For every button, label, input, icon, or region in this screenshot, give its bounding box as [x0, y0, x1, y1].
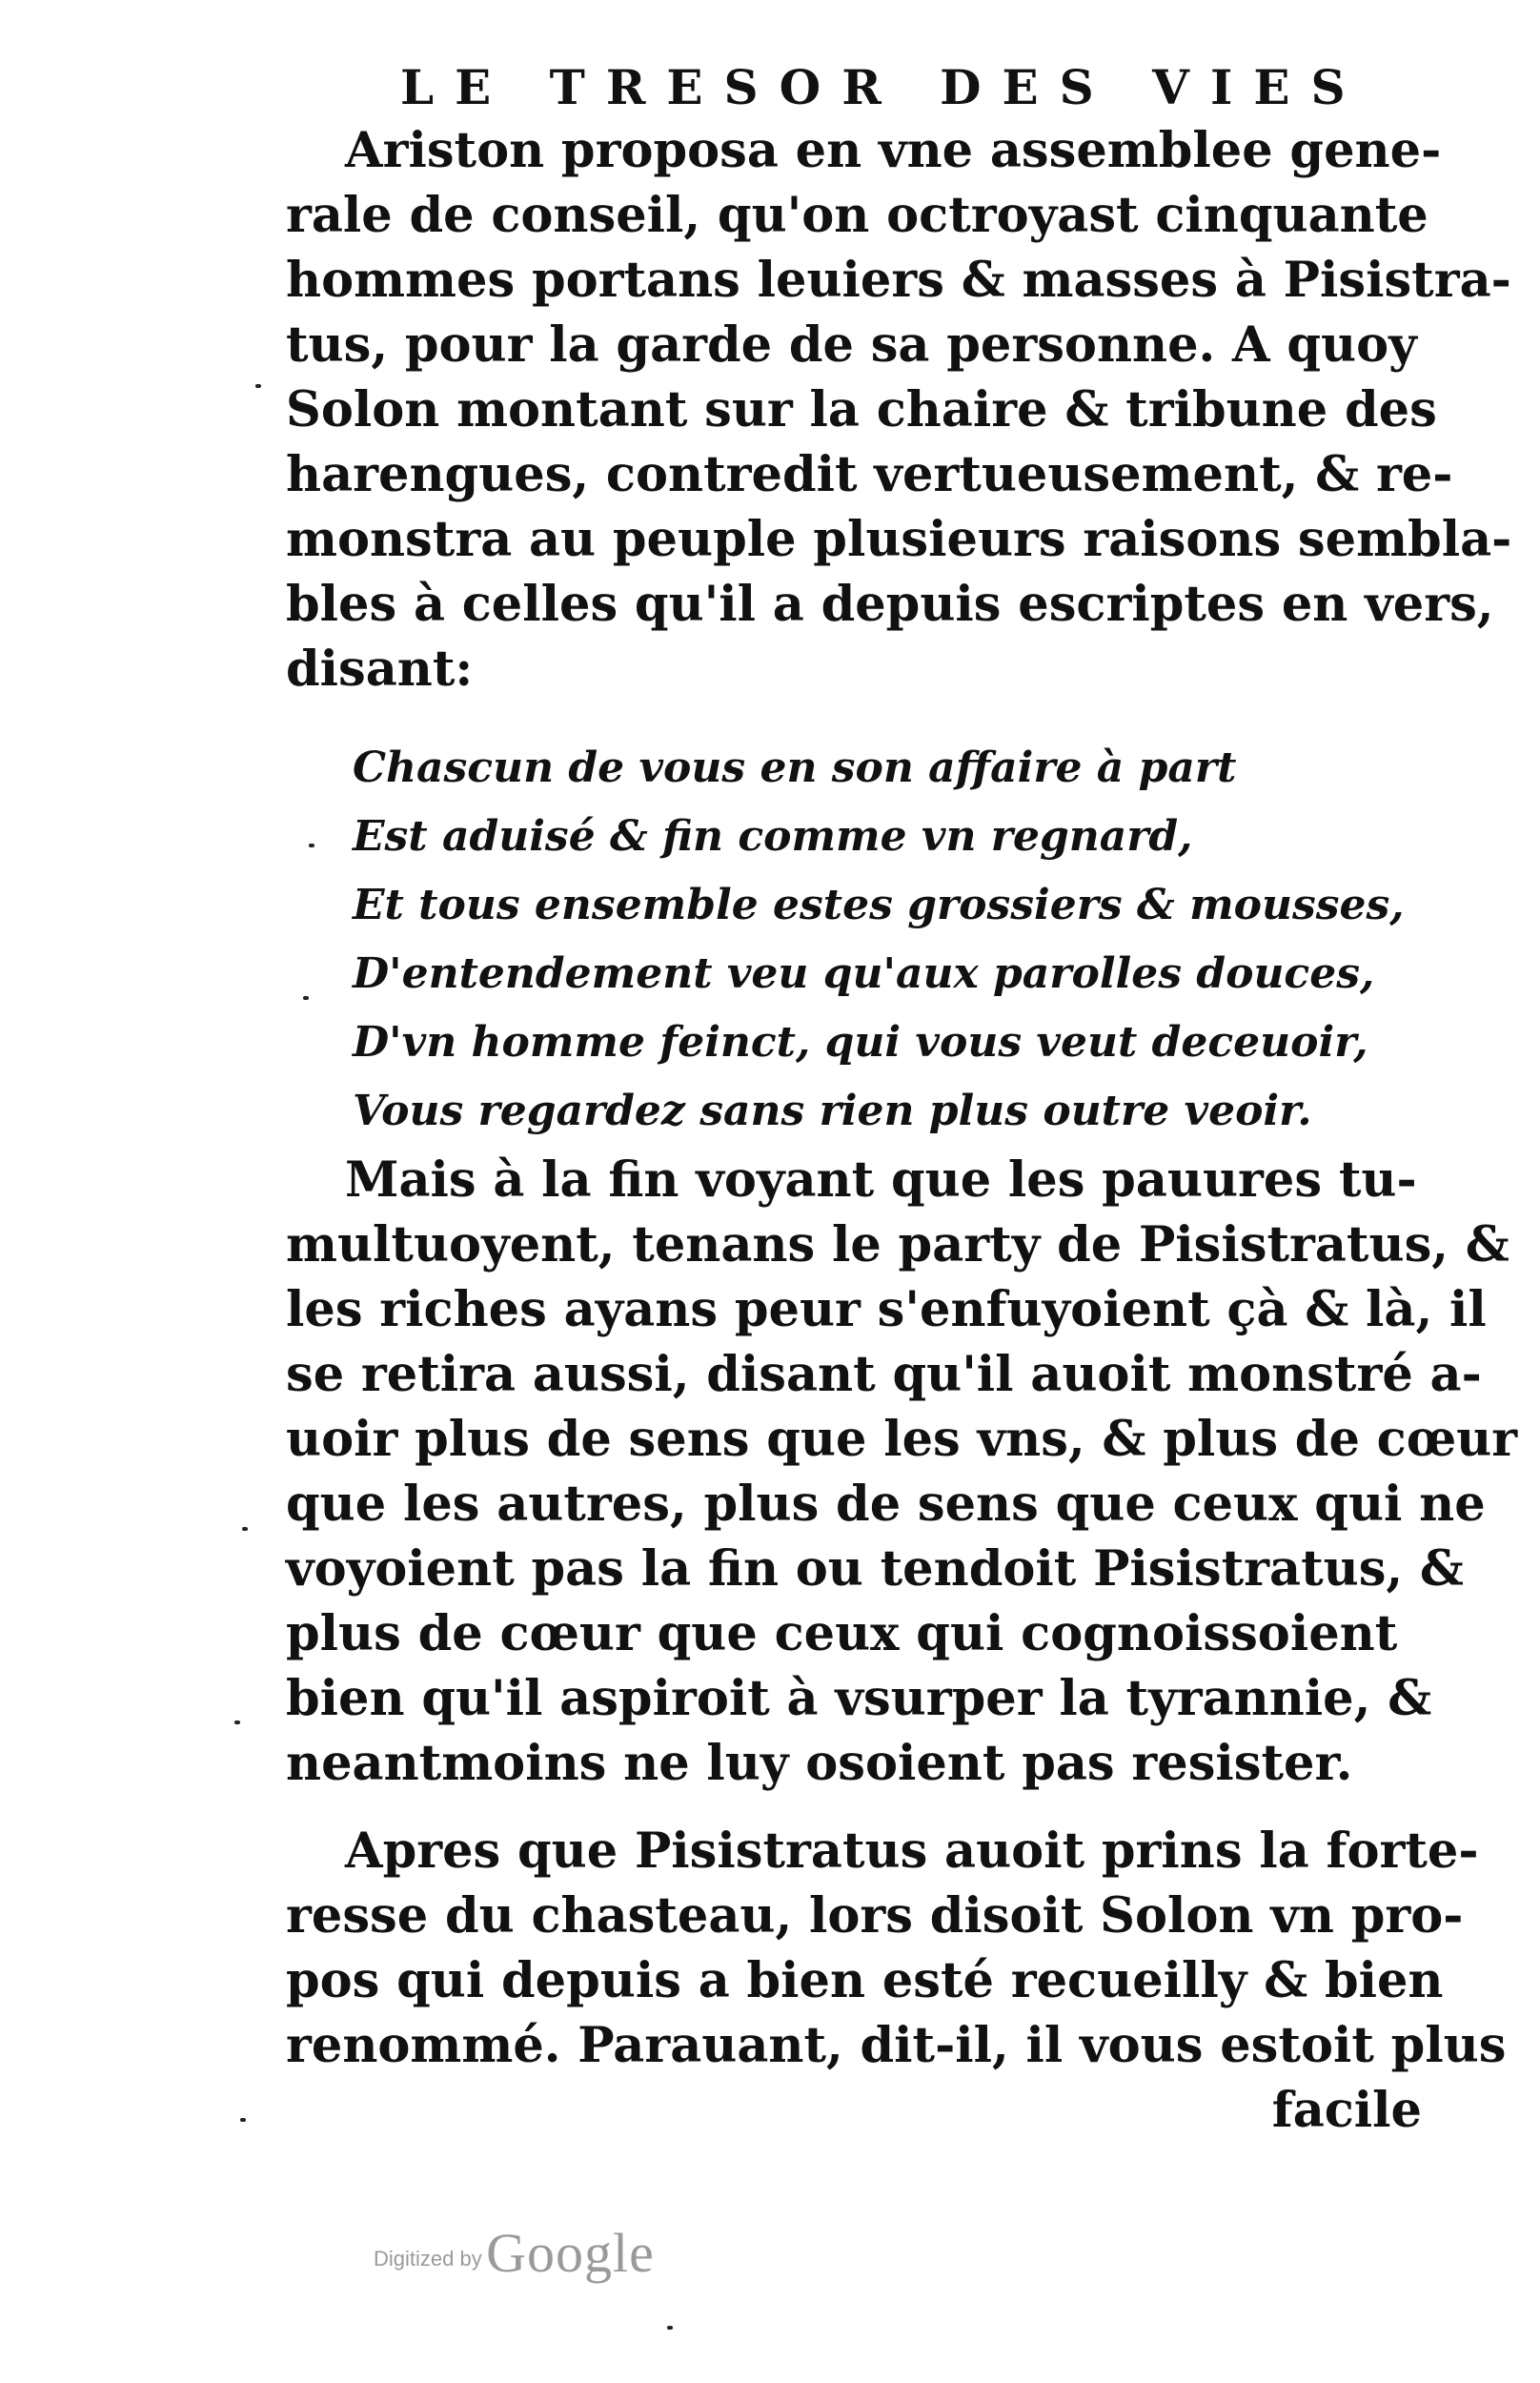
text-line: Mais à la fin voyant que les pauures tu- — [345, 1151, 1417, 1209]
verse-line: Est aduisé & fin comme vn regnard, — [353, 812, 1193, 861]
text-line: bien qu'il aspiroit à vsurper la tyrannie, & — [286, 1670, 1432, 1727]
scan-speck — [234, 1721, 240, 1724]
text-line: que les autres, plus de sens que ceux qui ne — [286, 1476, 1486, 1533]
verse-line: Vous regardez sans rien plus outre veoir. — [353, 1087, 1312, 1135]
text-line: monstra au peuple plusieurs raisons sembla- — [286, 511, 1512, 568]
text-line: rale de conseil, qu'on octroyast cinquante — [286, 187, 1429, 244]
watermark-prefix: Digitized by — [374, 2247, 482, 2271]
text-line: Apres que Pisistratus auoit prins la forte- — [345, 1823, 1479, 1880]
text-line: hommes portans leuiers & masses à Pisistra- — [286, 252, 1511, 309]
running-head: LE TRESOR DES VIES — [400, 59, 1367, 115]
text-line: bles à celles qu'il a depuis escriptes en vers, — [286, 576, 1494, 633]
text-line: resse du chasteau, lors disoit Solon vn pro- — [286, 1887, 1464, 1945]
text-line: les riches ayans peur s'enfuyoient çà & là, il — [286, 1281, 1487, 1338]
text-line: uoir plus de sens que les vns, & plus de cœur — [286, 1411, 1518, 1468]
text-line: harengues, contredit vertueusement, & re- — [286, 446, 1453, 503]
text-line: Solon montant sur la chaire & tribune des — [286, 381, 1437, 438]
scan-speck — [303, 996, 309, 1000]
text-line: neantmoins ne luy osoient pas resister. — [286, 1735, 1353, 1792]
scan-speck — [242, 1527, 248, 1531]
text-line: tus, pour la garde de sa personne. A quoy — [286, 316, 1417, 374]
text-line: se retira aussi, disant qu'il auoit monstré a- — [286, 1346, 1482, 1403]
verse-line: D'vn homme feinct, qui vous veut deceuoir, — [353, 1018, 1368, 1067]
scan-speck — [309, 844, 314, 847]
text-line: disant: — [286, 641, 474, 698]
text-line: Ariston proposa en vne assemblee gene- — [345, 122, 1442, 179]
text-line: renommé. Parauant, dit-il, il vous estoit plus — [286, 2017, 1507, 2074]
verse-line: D'entendement veu qu'aux parolles douces, — [353, 949, 1375, 998]
verse-line: Chascun de vous en son affaire à part — [353, 743, 1237, 792]
watermark-brand: Google — [486, 2222, 655, 2284]
text-line: multuoyent, tenans le party de Pisistratus, & — [286, 1216, 1510, 1273]
text-line: voyoient pas la fin ou tendoit Pisistratus, & — [286, 1540, 1464, 1598]
scan-speck — [240, 2118, 246, 2122]
scan-speck — [255, 384, 261, 388]
verse-line: Et tous ensemble estes grossiers & mousses, — [353, 881, 1405, 929]
digitized-by-google-watermark — [374, 2221, 655, 2285]
catchword: facile — [1271, 2082, 1422, 2139]
text-line: pos qui depuis a bien esté recueilly & bien — [286, 1952, 1444, 2009]
scan-speck — [667, 2326, 673, 2330]
text-line: plus de cœur que ceux qui cognoissoient — [286, 1605, 1398, 1662]
